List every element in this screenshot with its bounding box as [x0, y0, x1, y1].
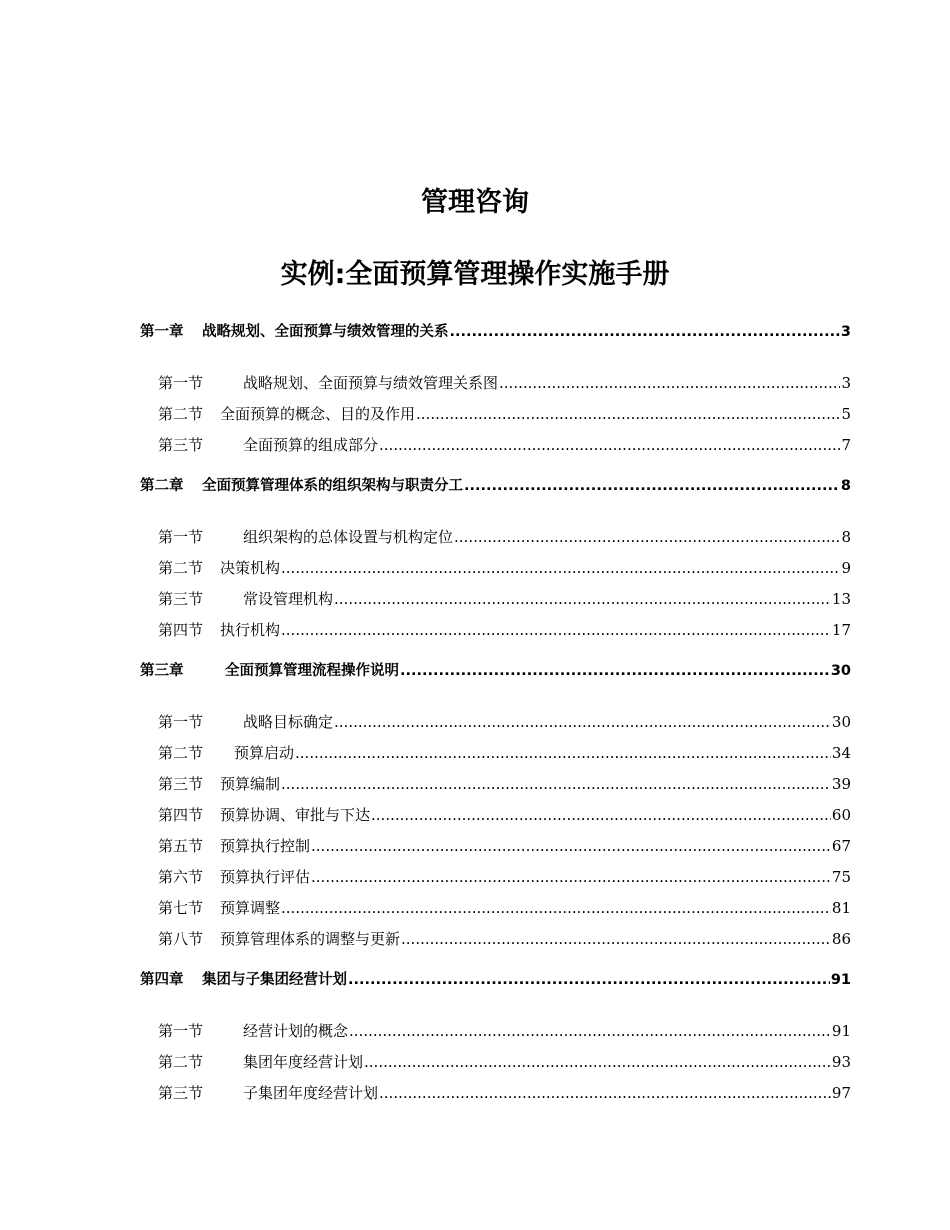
- toc-page-number: 39: [831, 775, 851, 793]
- toc-page-number: 7: [841, 436, 851, 454]
- toc-page-number: 86: [831, 930, 851, 948]
- toc-entry-label: 第二章: [140, 478, 184, 494]
- toc-entry-label: 第三节: [158, 775, 204, 793]
- toc-page-number: 8: [841, 528, 851, 546]
- toc-dot-leader: [450, 321, 840, 343]
- toc-dot-leader: [334, 711, 831, 733]
- toc-entry-label: 第五节: [158, 837, 204, 855]
- toc-page-number: 30: [830, 663, 851, 679]
- toc-dot-leader: [364, 1051, 831, 1073]
- toc-entry-label: 第三节: [158, 590, 204, 608]
- toc-page-number: 75: [831, 868, 851, 886]
- toc-entry-label: 第一节: [158, 713, 204, 731]
- toc-section-entry[interactable]: [158, 557, 851, 579]
- toc-entry-title: 组织架构的总体设置与机构定位: [243, 528, 454, 546]
- toc-entry-label: 第二节: [158, 1053, 204, 1071]
- toc-dot-leader: [348, 969, 830, 991]
- toc-section-entry[interactable]: [158, 372, 851, 394]
- toc-entry-title: 子集团年度经营计划: [243, 1084, 379, 1102]
- toc-dot-leader: [379, 434, 840, 456]
- toc-entry-title: 战略规划、全面预算与绩效管理的关系: [202, 324, 449, 340]
- toc-entry-label: 第四章: [140, 972, 184, 988]
- toc-entry-title: 预算调整: [220, 899, 281, 917]
- toc-entry-title: 执行机构: [220, 621, 281, 639]
- toc-entry-label: 第二节: [158, 405, 204, 423]
- toc-entry-title: 预算管理体系的调整与更新: [220, 930, 401, 948]
- toc-page-number: 97: [831, 1084, 851, 1102]
- toc-page-number: 91: [831, 1022, 851, 1040]
- toc-entry-label: 第二节: [158, 559, 204, 577]
- toc-entry-title: 全面预算的概念、目的及作用: [220, 405, 416, 423]
- toc-entry-label: 第三节: [158, 436, 204, 454]
- toc-page-number: 60: [831, 806, 851, 824]
- toc-chapter-entry[interactable]: [140, 475, 851, 497]
- toc-dot-leader: [295, 742, 831, 764]
- toc-section-entry[interactable]: [158, 434, 851, 456]
- toc-dot-leader: [499, 372, 840, 394]
- toc-section-entry[interactable]: [158, 866, 851, 888]
- toc-dot-leader: [349, 1020, 831, 1042]
- toc-page-number: 13: [831, 590, 851, 608]
- toc-page-number: 5: [841, 405, 851, 423]
- toc-entry-label: 第四节: [158, 806, 204, 824]
- toc-section-entry[interactable]: [158, 835, 851, 857]
- toc-entry-title: 集团与子集团经营计划: [202, 972, 347, 988]
- toc-entry-title: 战略目标确定: [243, 713, 334, 731]
- toc-dot-leader: [371, 804, 831, 826]
- toc-dot-leader: [416, 403, 840, 425]
- toc-page-number: 3: [840, 324, 851, 340]
- toc-page-number: 8: [840, 478, 851, 494]
- toc-section-entry[interactable]: [158, 1051, 851, 1073]
- toc-page-number: 17: [831, 621, 851, 639]
- toc-section-entry[interactable]: [158, 897, 851, 919]
- toc-entry-title: 集团年度经营计划: [243, 1053, 364, 1071]
- toc-page-number: 30: [831, 713, 851, 731]
- toc-dot-leader: [379, 1082, 831, 1104]
- toc-entry-label: 第四节: [158, 621, 204, 639]
- document-subtitle: 实例:全面预算管理操作实施手册: [280, 259, 670, 290]
- toc-section-entry[interactable]: [158, 619, 851, 641]
- toc-entry-title: 全面预算的组成部分: [243, 436, 379, 454]
- toc-dot-leader: [400, 660, 830, 682]
- toc-chapter-entry[interactable]: [140, 969, 851, 991]
- toc-dot-leader: [334, 588, 831, 610]
- toc-entry-title: 预算编制: [220, 775, 281, 793]
- toc-dot-leader: [454, 526, 840, 548]
- toc-section-entry[interactable]: [158, 588, 851, 610]
- toc-section-entry[interactable]: [158, 711, 851, 733]
- toc-entry-label: 第一节: [158, 374, 204, 392]
- toc-section-entry[interactable]: [158, 804, 851, 826]
- toc-dot-leader: [464, 475, 840, 497]
- toc-section-entry[interactable]: [158, 773, 851, 795]
- document-title: 管理咨询: [421, 187, 529, 218]
- toc-entry-label: 第六节: [158, 868, 204, 886]
- toc-entry-title: 常设管理机构: [243, 590, 334, 608]
- toc-entry-title: 预算启动: [234, 744, 295, 762]
- toc-entry-label: 第八节: [158, 930, 204, 948]
- toc-entry-label: 第三节: [158, 1084, 204, 1102]
- toc-entry-title: 预算协调、审批与下达: [220, 806, 371, 824]
- toc-dot-leader: [311, 866, 831, 888]
- toc-page-number: 81: [831, 899, 851, 917]
- toc-dot-leader: [281, 897, 831, 919]
- toc-section-entry[interactable]: [158, 928, 851, 950]
- toc-dot-leader: [401, 928, 831, 950]
- toc-entry-label: 第二节: [158, 744, 204, 762]
- toc-entry-title: 战略规划、全面预算与绩效管理关系图: [243, 374, 499, 392]
- toc-entry-label: 第七节: [158, 899, 204, 917]
- toc-entry-title: 预算执行控制: [220, 837, 311, 855]
- toc-chapter-entry[interactable]: [140, 321, 851, 343]
- toc-page-number: 67: [831, 837, 851, 855]
- toc-entry-label: 第一节: [158, 1022, 204, 1040]
- toc-section-entry[interactable]: [158, 1082, 851, 1104]
- toc-entry-title: 经营计划的概念: [243, 1022, 349, 1040]
- toc-page-number: 34: [831, 744, 851, 762]
- toc-section-entry[interactable]: [158, 742, 851, 764]
- toc-section-entry[interactable]: [158, 1020, 851, 1042]
- toc-entry-title: 决策机构: [220, 559, 281, 577]
- toc-dot-leader: [281, 619, 831, 641]
- toc-section-entry[interactable]: [158, 526, 851, 548]
- toc-chapter-entry[interactable]: [140, 660, 851, 682]
- toc-dot-leader: [311, 835, 831, 857]
- toc-entry-label: 第一节: [158, 528, 204, 546]
- toc-page-number: 91: [830, 972, 851, 988]
- toc-page-number: 3: [841, 374, 851, 392]
- toc-page-number: 93: [831, 1053, 851, 1071]
- toc-section-entry[interactable]: [158, 403, 851, 425]
- toc-page-number: 9: [841, 559, 851, 577]
- toc-entry-label: 第一章: [140, 324, 184, 340]
- toc-dot-leader: [281, 557, 840, 579]
- toc-entry-label: 第三章: [140, 663, 184, 679]
- toc-entry-title: 全面预算管理流程操作说明: [225, 663, 399, 679]
- toc-dot-leader: [281, 773, 831, 795]
- toc-entry-title: 全面预算管理体系的组织架构与职责分工: [202, 478, 463, 494]
- toc-entry-title: 预算执行评估: [220, 868, 311, 886]
